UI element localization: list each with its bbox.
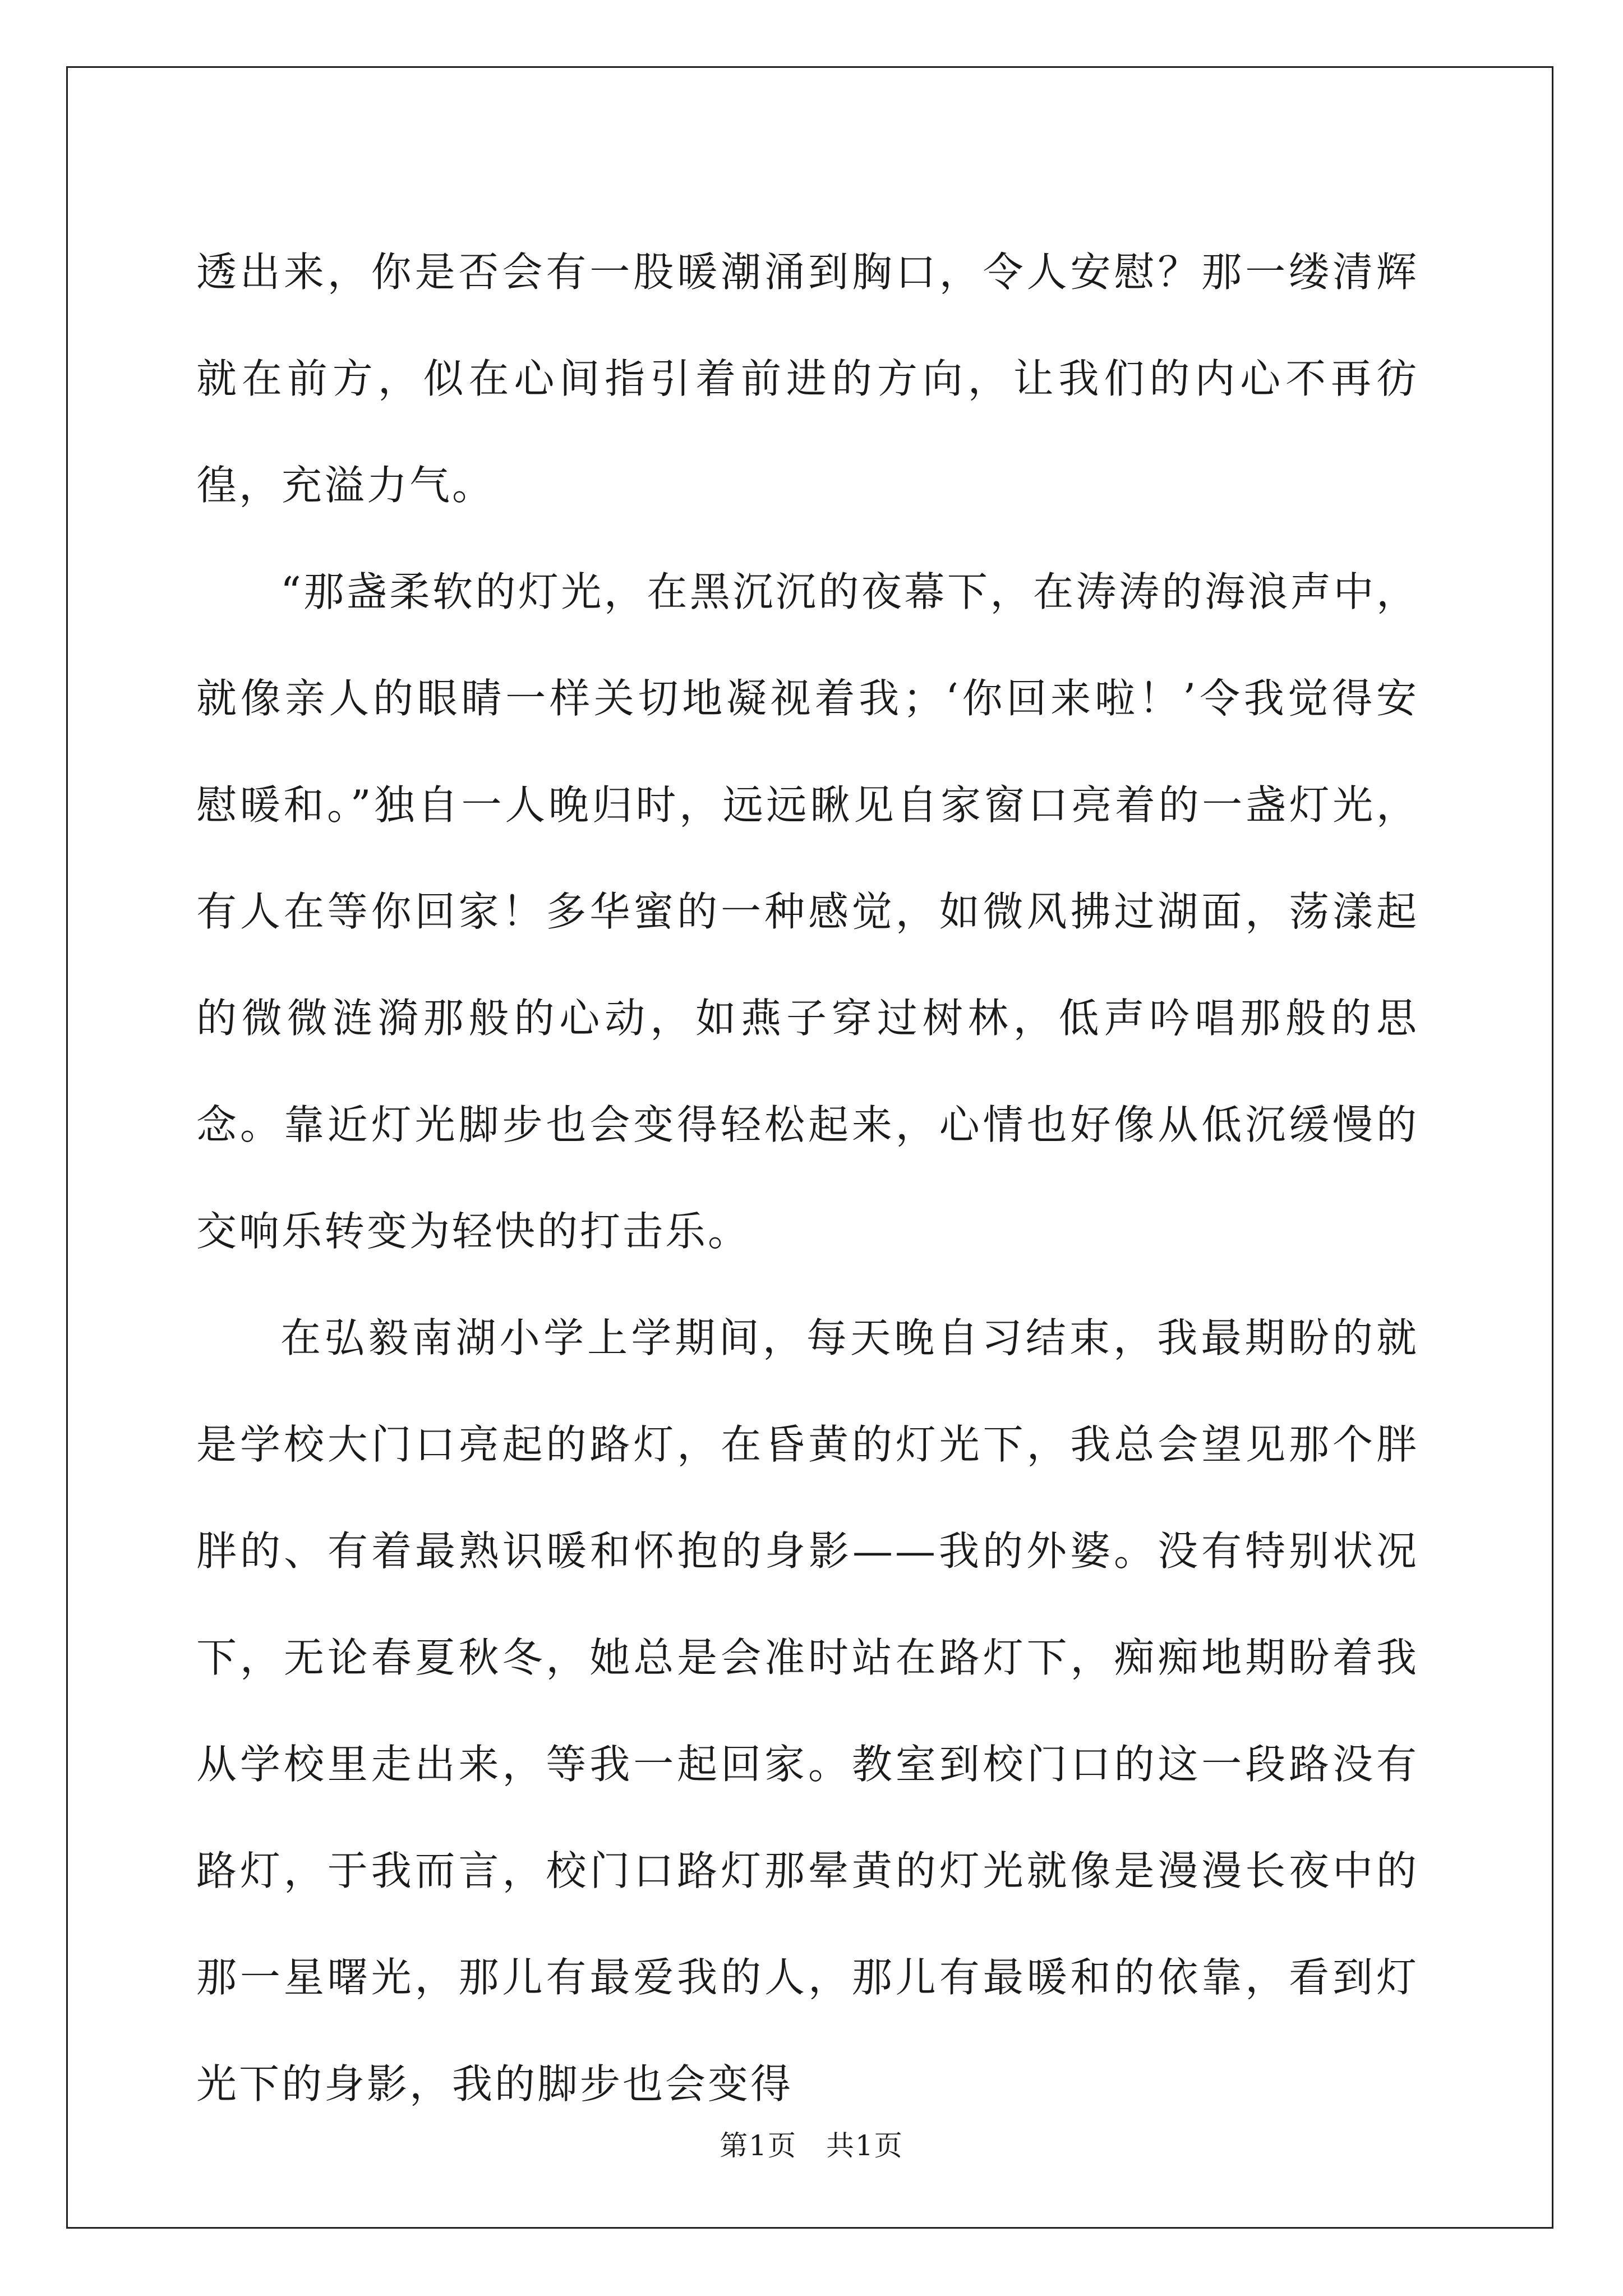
page-number-footer: 第1页 共1页 xyxy=(720,2129,903,2162)
paragraph-school-lamp: 在弘毅南湖小学上学期间，每天晚自习结束，我最期盼的就是学校大门口亮起的路灯，在昏黄的灯光下，我总会望见那个胖胖的、有着最熟识暖和怀抱的身影——我的外婆。没有特别状况下，无论春夏秋冬，她总是会准时站在路灯下，痴痴地期盼着我从学校里走出来，等我一起回家。教室到校门口的这一段路没有路灯，于我而言，校门口路灯那晕黄的灯光就像是漫漫长夜中的那一星曙光，那儿有最爱我的人，那儿有最暖和的依靠，看到灯光下的身影，我的脚步也会变得 xyxy=(196,1314,1419,2108)
document-body xyxy=(196,219,1419,2137)
paragraph-continued: 透出来，你是否会有一股暖潮涌到胸口，令人安慰？那一缕清辉就在前方，似在心间指引着前进的方向，让我们的内心不再彷徨，充溢力气。 xyxy=(196,249,1419,509)
paragraph-lamplight: “那盏柔软的灯光，在黑沉沉的夜幕下，在涛涛的海浪声中，就像亲人的眼睛一样关切地凝视着我；‘你回来啦！’令我觉得安慰暖和。”独自一人晚归时，远远瞅见自家窗口亮着的一盏灯光，有人在等你回家！多华蜜的一种感觉，如微风拂过湖面，荡漾起的微微涟漪那般的心动，如燕子穿过树林，低声吟唱那般的思念。靠近灯光脚步也会变得轻松起来，心情也好像从低沉缓慢的交响乐转变为轻快的打击乐。 xyxy=(196,568,1419,1255)
